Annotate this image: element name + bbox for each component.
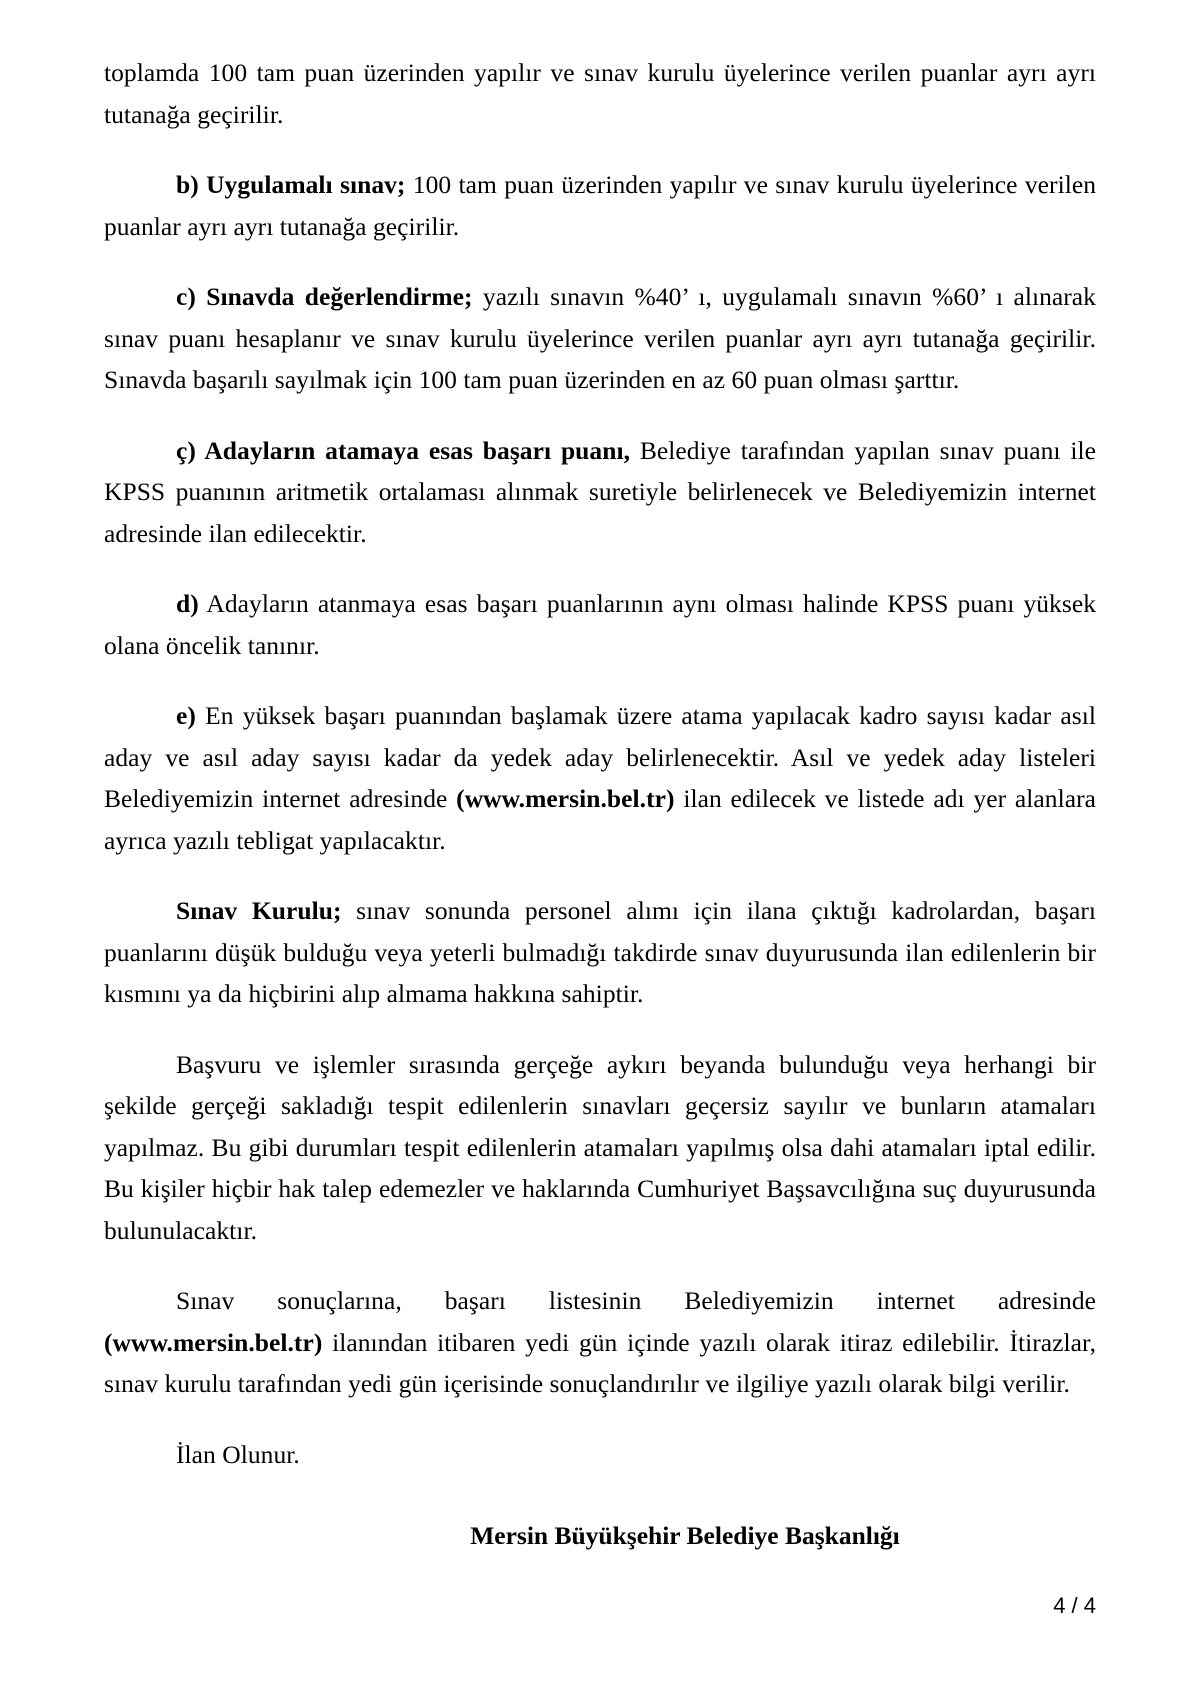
website-url-bold: (www.mersin.bel.tr) <box>456 784 675 813</box>
paragraph-c-cedilla <box>104 430 1096 555</box>
paragraph-text: sınav sonunda personel alımı için ilana çıktığı kadrolardan, başarı puanlarını düşük bulduğu veya yeterli bulmadığı takdirde sınav duyurusunda ilan edilenlerin bir kısmını ya da hiçbirini alıp almama hakkına sahiptir. <box>104 896 1097 1008</box>
signature-block: Mersin Büyükşehir Belediye Başkanlığı <box>470 1521 900 1550</box>
paragraph-c <box>104 276 1096 401</box>
paragraph-e <box>104 695 1096 861</box>
paragraph-text-tail: ilanından itibaren yedi gün içinde yazılı olarak itiraz edilebilir. İtirazlar, sınav kurulu tarafından yedi gün içerisinde sonuçlandırılır ve ilgiliye yazılı olarak bilgi verilir. <box>104 1327 1096 1398</box>
paragraph-text: toplamda 100 tam puan üzerinden yapılır ve sınav kurulu üyelerince verilen puanlar ayrı ayrı tutanağa geçirilir. <box>104 58 1096 129</box>
paragraph-lead-bold: b) Uygulamalı sınav; <box>176 170 406 199</box>
page-number: 4 / 4 <box>1053 1593 1096 1618</box>
paragraph-text-tail: ilan edilecek ve listede adı yer alanlara ayrıca yazılı tebligat yapılacaktır. <box>104 784 1096 855</box>
paragraph-text: Adayların atanmaya esas başarı puanlarının aynı olması halinde KPSS puanı yüksek olana öncelik tanınır. <box>104 589 1096 660</box>
paragraph-lead-bold: d) <box>176 589 199 618</box>
paragraph-sinav-kurulu <box>104 890 1096 1015</box>
document-body <box>104 52 1096 1557</box>
paragraph-lead-bold: Sınav Kurulu; <box>176 896 342 925</box>
paragraph-ilan-olunur <box>104 1434 1096 1476</box>
paragraph-d <box>104 583 1096 666</box>
paragraph-text: yazılı sınavın %40’ ı, uygulamalı sınavın %60’ ı alınarak sınav puanı hesaplanır ve sınav kurulu üyelerince verilen puanlar ayrı ayrı tutanağa geçirilir. Sınavda başarılı sayılmak için 100 tam puan üzerinden en az 60 puan olması şarttır. <box>104 282 1096 394</box>
paragraph-basvuru <box>104 1044 1096 1252</box>
paragraph-b <box>104 164 1096 247</box>
paragraph-lead-bold: e) <box>176 701 196 730</box>
paragraph-lead-bold: ç) Adayların atamaya esas başarı puanı, <box>176 435 631 465</box>
paragraph-text: Belediye tarafından yapılan sınav puanı ile KPSS puanının aritmetik ortalaması alınmak suretiyle belirlenecek ve Belediyemizin internet adresinde ilan edilecektir. <box>104 435 1096 548</box>
website-url-bold: (www.mersin.bel.tr) <box>104 1327 323 1357</box>
paragraph-continuation <box>104 52 1096 135</box>
paragraph-text: 100 tam puan üzerinden yapılır ve sınav kurulu üyelerince verilen puanlar ayrı ayrı tutanağa geçirilir. <box>104 170 1097 241</box>
paragraph-text: Sınav sonuçlarına, başarı listesinin Belediyemizin internet adresinde <box>176 1286 1096 1315</box>
paragraph-sonuclar <box>104 1280 1096 1405</box>
paragraph-text: Başvuru ve işlemler sırasında gerçeğe aykırı beyanda bulunduğu veya herhangi bir şekilde gerçeği sakladığı tespit edilenlerin sınavları geçersiz sayılır ve bunların atamaları yapılmaz. Bu gibi durumları tespit edilenlerin atamaları yapılmış olsa dahi atamaları iptal edilir. Bu kişiler hiçbir hak talep edemezler ve haklarında Cumhuriyet Başsavcılığına suç duyurusunda bulunulacaktır. <box>104 1049 1096 1245</box>
paragraph-text: En yüksek başarı puanından başlamak üzere atama yapılacak kadro sayısı kadar asıl aday ve asıl aday sayısı kadar da yedek aday belirlenecektir. Asıl ve yedek aday listeleri Belediyemizin internet adresinde <box>104 701 1096 813</box>
paragraph-lead-bold: c) Sınavda değerlendirme; <box>176 282 473 311</box>
paragraph-text: İlan Olunur. <box>176 1439 300 1469</box>
